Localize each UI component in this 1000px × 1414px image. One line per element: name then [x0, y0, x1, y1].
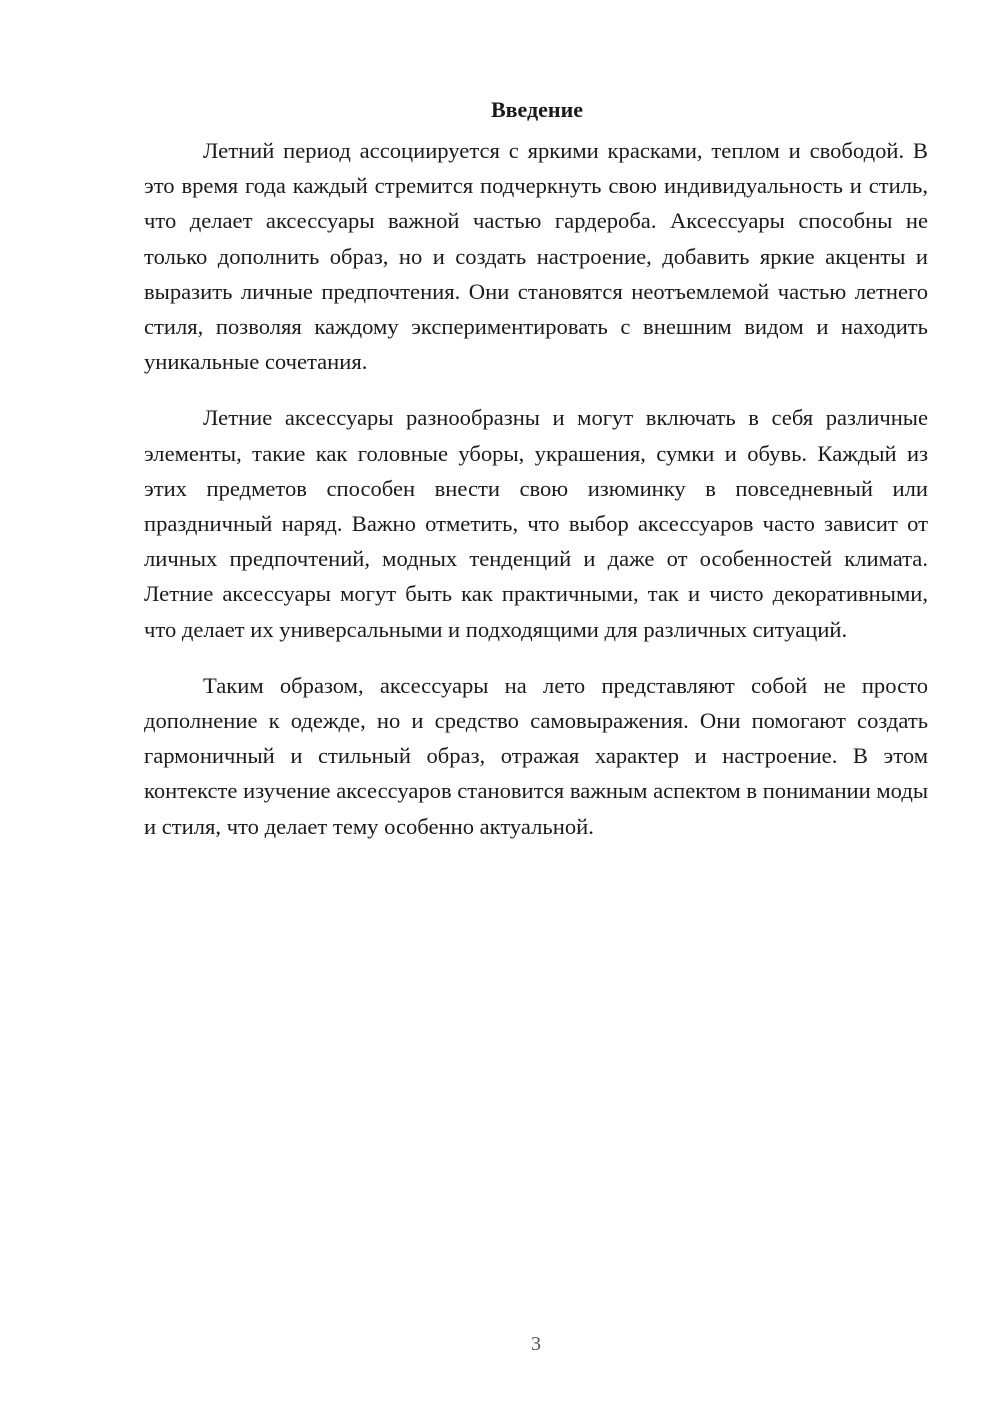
- page-number: 3: [531, 1333, 541, 1355]
- document-page: [144, 92, 928, 844]
- section-heading: Введение: [490, 97, 584, 122]
- paragraph-3: Таким образом, аксессуары на лето представляют собой не просто дополнение к одежде, но и средство самовыражения. Они помогают создать гармоничный и стильный образ, отражая характер и настроение. В этом контексте изучение аксессуаров становится важным аспектом в понимании моды и стиля, что делает тему особенно актуальной.: [144, 672, 928, 839]
- paragraph-2: Летние аксессуары разнообразны и могут включать в себя различные элементы, такие как головные уборы, украшения, сумки и обувь. Каждый из этих предметов способен внести свою изюминку в повседневный или праздничный наряд. Важно отметить, что выбор аксессуаров часто зависит от личных предпочтений, модных тенденций и даже от особенностей климата. Летние аксессуары могут быть как практичными, так и чисто декоративными, что делает их универсальными и подходящими для различных ситуаций.: [144, 405, 928, 642]
- paragraph-1: Летний период ассоциируется с яркими красками, теплом и свободой. В это время года каждый стремится подчеркнуть свою индивидуальность и стиль, что делает аксессуары важной частью гардероба. Аксессуары способны не только дополнить образ, но и создать настроение, добавить яркие акценты и выразить личные предпочтения. Они становятся неотъемлемой частью летнего стиля, позволяя каждому экспериментировать с внешним видом и находить уникальные сочетания.: [144, 138, 928, 375]
